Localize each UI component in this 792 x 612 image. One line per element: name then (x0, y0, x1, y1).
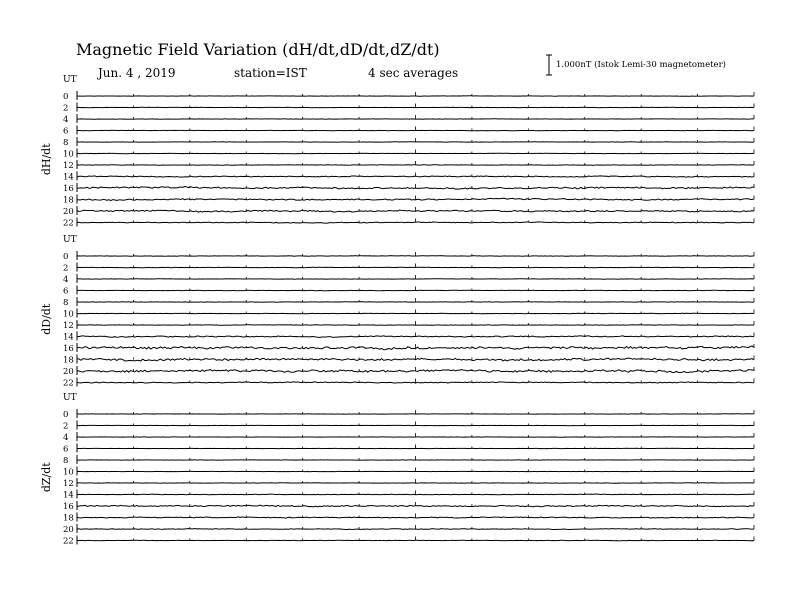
data-trace (77, 313, 754, 314)
data-trace (77, 165, 754, 166)
data-trace (77, 256, 754, 257)
data-trace (77, 96, 754, 97)
row-hour-label: 4 (63, 275, 69, 285)
panel-label: dH/dt (40, 143, 53, 176)
row-hour-label: 16 (63, 344, 74, 354)
ut-label: UT (63, 235, 77, 245)
row-hour-label: 12 (63, 321, 74, 331)
row-hour-label: 10 (63, 149, 74, 160)
data-trace (77, 540, 754, 541)
row-hour-label: 12 (63, 161, 74, 171)
data-trace (77, 176, 754, 177)
row-hour-label: 14 (63, 490, 74, 501)
row-hour-label: 20 (63, 367, 74, 377)
ut-label: UT (63, 75, 77, 85)
data-trace (77, 505, 754, 507)
data-trace (77, 107, 754, 108)
data-trace (77, 325, 754, 326)
row-hour-label: 4 (63, 433, 69, 443)
row-hour-label: 8 (63, 298, 69, 308)
row-hour-label: 16 (63, 184, 74, 194)
row-hour-label: 16 (63, 502, 74, 512)
row-hour-label: 18 (63, 195, 74, 206)
panel-label: dZ/dt (40, 462, 53, 493)
row-hour-label: 0 (63, 92, 69, 102)
row-hour-label: 6 (63, 444, 69, 455)
data-trace (77, 336, 754, 338)
data-trace (77, 222, 754, 223)
data-trace (77, 153, 754, 154)
averaging-label: 4 sec averages (368, 66, 459, 80)
row-hour-label: 0 (63, 252, 69, 262)
row-hour-label: 12 (63, 479, 74, 489)
row-hour-label: 18 (63, 513, 74, 524)
row-hour-label: 2 (63, 421, 69, 432)
row-hour-label: 14 (63, 332, 74, 343)
row-hour-label: 20 (63, 207, 74, 217)
row-hour-label: 22 (63, 378, 74, 389)
data-trace (77, 279, 754, 280)
row-hour-label: 8 (63, 456, 69, 466)
data-trace (77, 290, 754, 291)
station-label: station=IST (234, 66, 307, 80)
row-hour-label: 2 (63, 103, 69, 114)
row-hour-label: 22 (63, 536, 74, 547)
row-hour-label: 18 (63, 355, 74, 366)
scale-bar-label: 1.000nT (Istok Lemi-30 magnetometer) (556, 60, 726, 70)
data-trace (77, 267, 754, 268)
row-hour-label: 0 (63, 410, 69, 420)
row-hour-label: 6 (63, 126, 69, 137)
row-hour-label: 4 (63, 115, 69, 125)
row-hour-label: 22 (63, 218, 74, 229)
row-hour-label: 10 (63, 467, 74, 478)
row-hour-label: 8 (63, 138, 69, 148)
data-trace (77, 302, 754, 303)
row-hour-label: 14 (63, 172, 74, 183)
row-hour-label: 2 (63, 263, 69, 274)
data-trace (77, 529, 754, 530)
date-label: Jun. 4 , 2019 (98, 66, 176, 80)
row-hour-label: 10 (63, 309, 74, 320)
row-hour-label: 20 (63, 525, 74, 535)
chart-title: Magnetic Field Variation (dH/dt,dD/dt,dZ/dt) (76, 40, 440, 59)
panel-label: dD/dt (40, 303, 53, 335)
ut-label: UT (63, 393, 77, 403)
row-hour-label: 6 (63, 286, 69, 297)
data-trace (77, 142, 754, 143)
